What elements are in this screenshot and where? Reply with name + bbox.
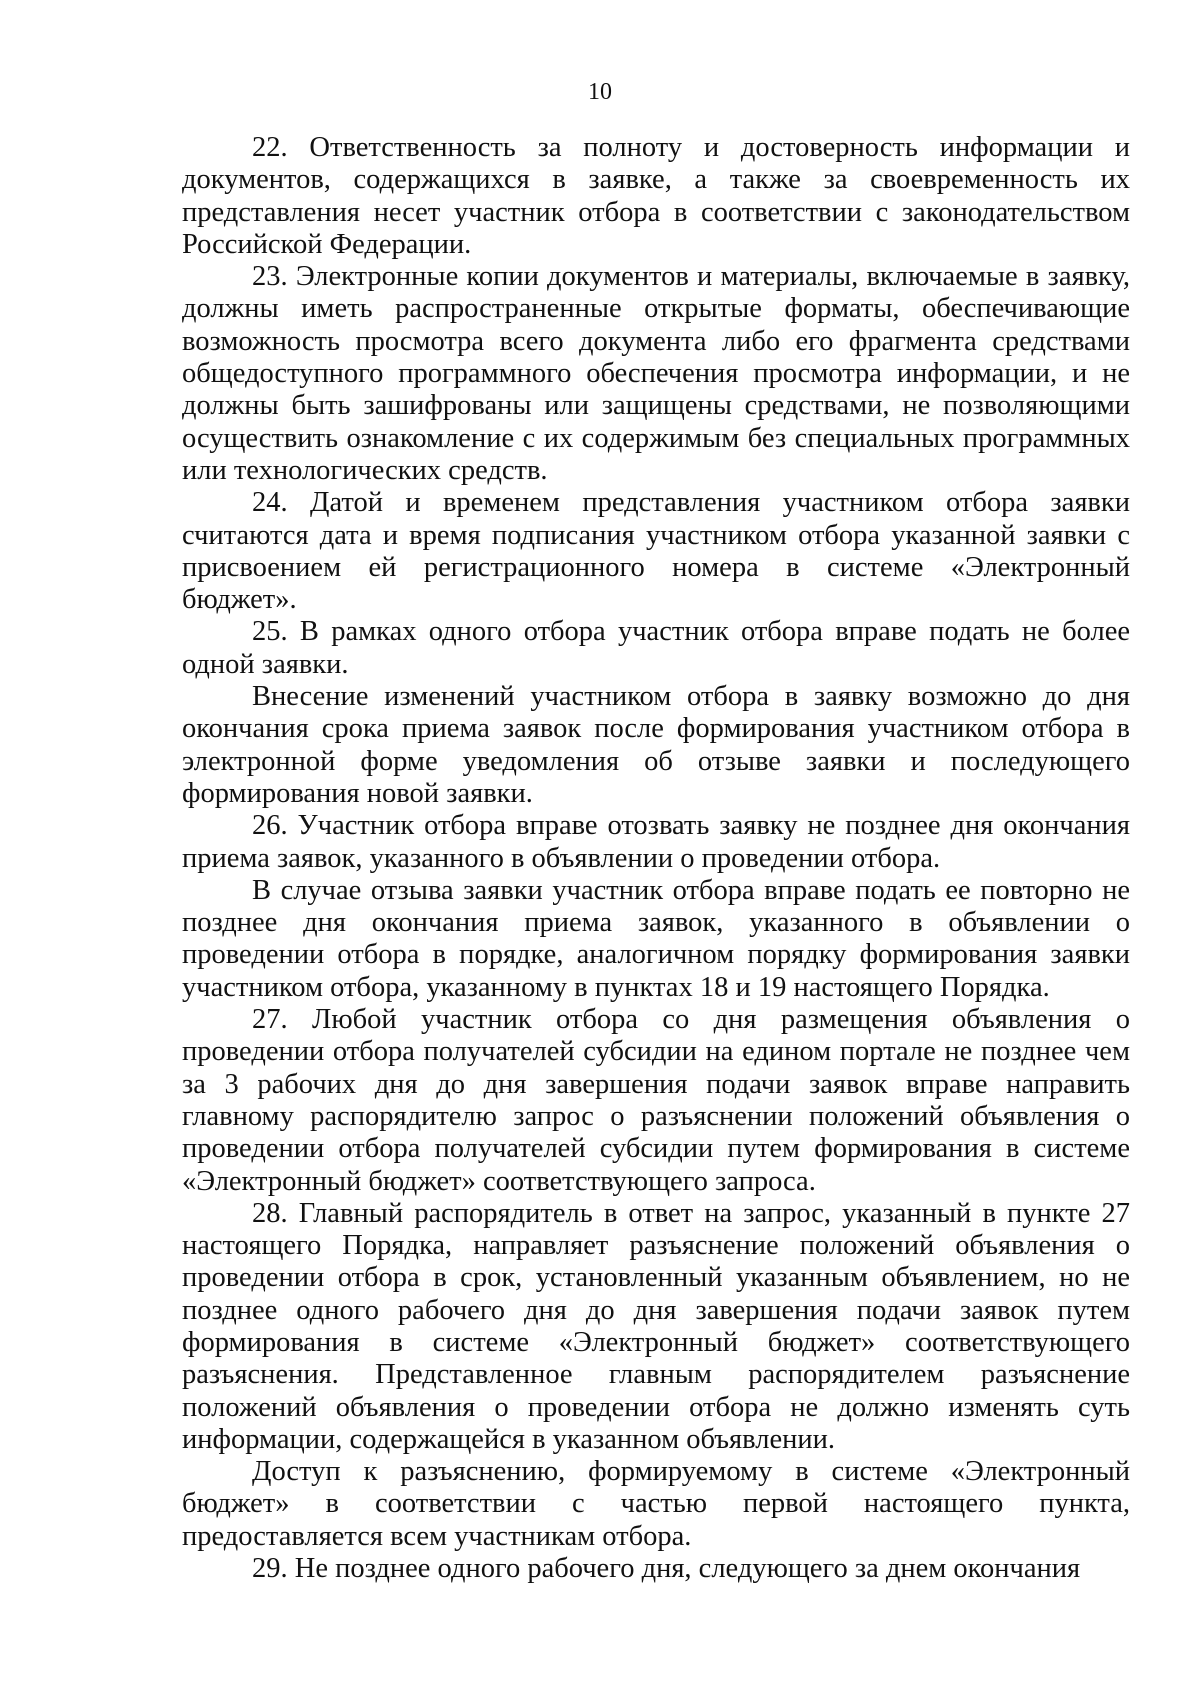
- paragraph-26-withdrawal: В случае отзыва заявки участник отбора вправе подать ее повторно не позднее дня окончания приема заявок, указанного в объявлении о проведении отбора в порядке, аналогичном порядку формирования заявки участником отбора, указанному в пунктах 18 и 19 настоящего Порядка.: [182, 874, 1130, 1003]
- paragraph-28: 28. Главный распорядитель в ответ на запрос, указанный в пункте 27 настоящего Порядка, направляет разъяснение положений объявления о проведении отбора в срок, установленный указанным объявлением, но не позднее одного рабочего дня до дня завершения подачи заявок путем формирования в системе «Электронный бюджет» соответствующего разъяснения. Представленное главным распорядителем разъяснение положений объявления о проведении отбора не должно изменять суть информации, содержащейся в указанном объявлении.: [182, 1197, 1130, 1455]
- paragraph-24: 24. Датой и временем представления участником отбора заявки считаются дата и время подписания участником отбора указанной заявки с присвоением ей регистрационного номера в системе «Электронный бюджет».: [182, 487, 1130, 616]
- document-body: [182, 132, 1130, 1585]
- paragraph-26: 26. Участник отбора вправе отозвать заявку не позднее дня окончания приема заявок, указанного в объявлении о проведении отбора.: [182, 810, 1130, 874]
- page-number: 10: [588, 79, 612, 105]
- paragraph-29: 29. Не позднее одного рабочего дня, следующего за днем окончания: [252, 1553, 1081, 1585]
- paragraph-23: 23. Электронные копии документов и материалы, включаемые в заявку, должны иметь распространенные открытые форматы, обеспечивающие возможность просмотра всего документа либо его фрагмента средствами общедоступного программного обеспечения просмотра информации, и не должны быть зашифрованы или защищены средствами, не позволяющими осуществить ознакомление с их содержимым без специальных программных или технологических средств.: [182, 261, 1130, 486]
- paragraph-28-access: Доступ к разъяснению, формируемому в системе «Электронный бюджет» в соответствии с частью первой настоящего пункта, предоставляется всем участникам отбора.: [182, 1456, 1130, 1552]
- paragraph-25-amendment: Внесение изменений участником отбора в заявку возможно до дня окончания срока приема заявок после формирования участником отбора в электронной форме уведомления об отзыве заявки и последующего формирования новой заявки.: [182, 681, 1130, 809]
- paragraph-22: 22. Ответственность за полноту и достоверность информации и документов, содержащихся в заявке, а также за своевременность их представления несет участник отбора в соответствии с законодательством Российской Федерации.: [182, 132, 1130, 260]
- paragraph-25: 25. В рамках одного отбора участник отбора вправе подать не более одной заявки.: [182, 616, 1130, 680]
- paragraph-27: 27. Любой участник отбора со дня размещения объявления о проведении отбора получателей субсидии на едином портале не позднее чем за 3 рабочих дня до дня завершения подачи заявок вправе направить главному распорядителю запрос о разъяснении положений объявления о проведении отбора получателей субсидии путем формирования в системе «Электронный бюджет» соответствующего запроса.: [182, 1004, 1130, 1197]
